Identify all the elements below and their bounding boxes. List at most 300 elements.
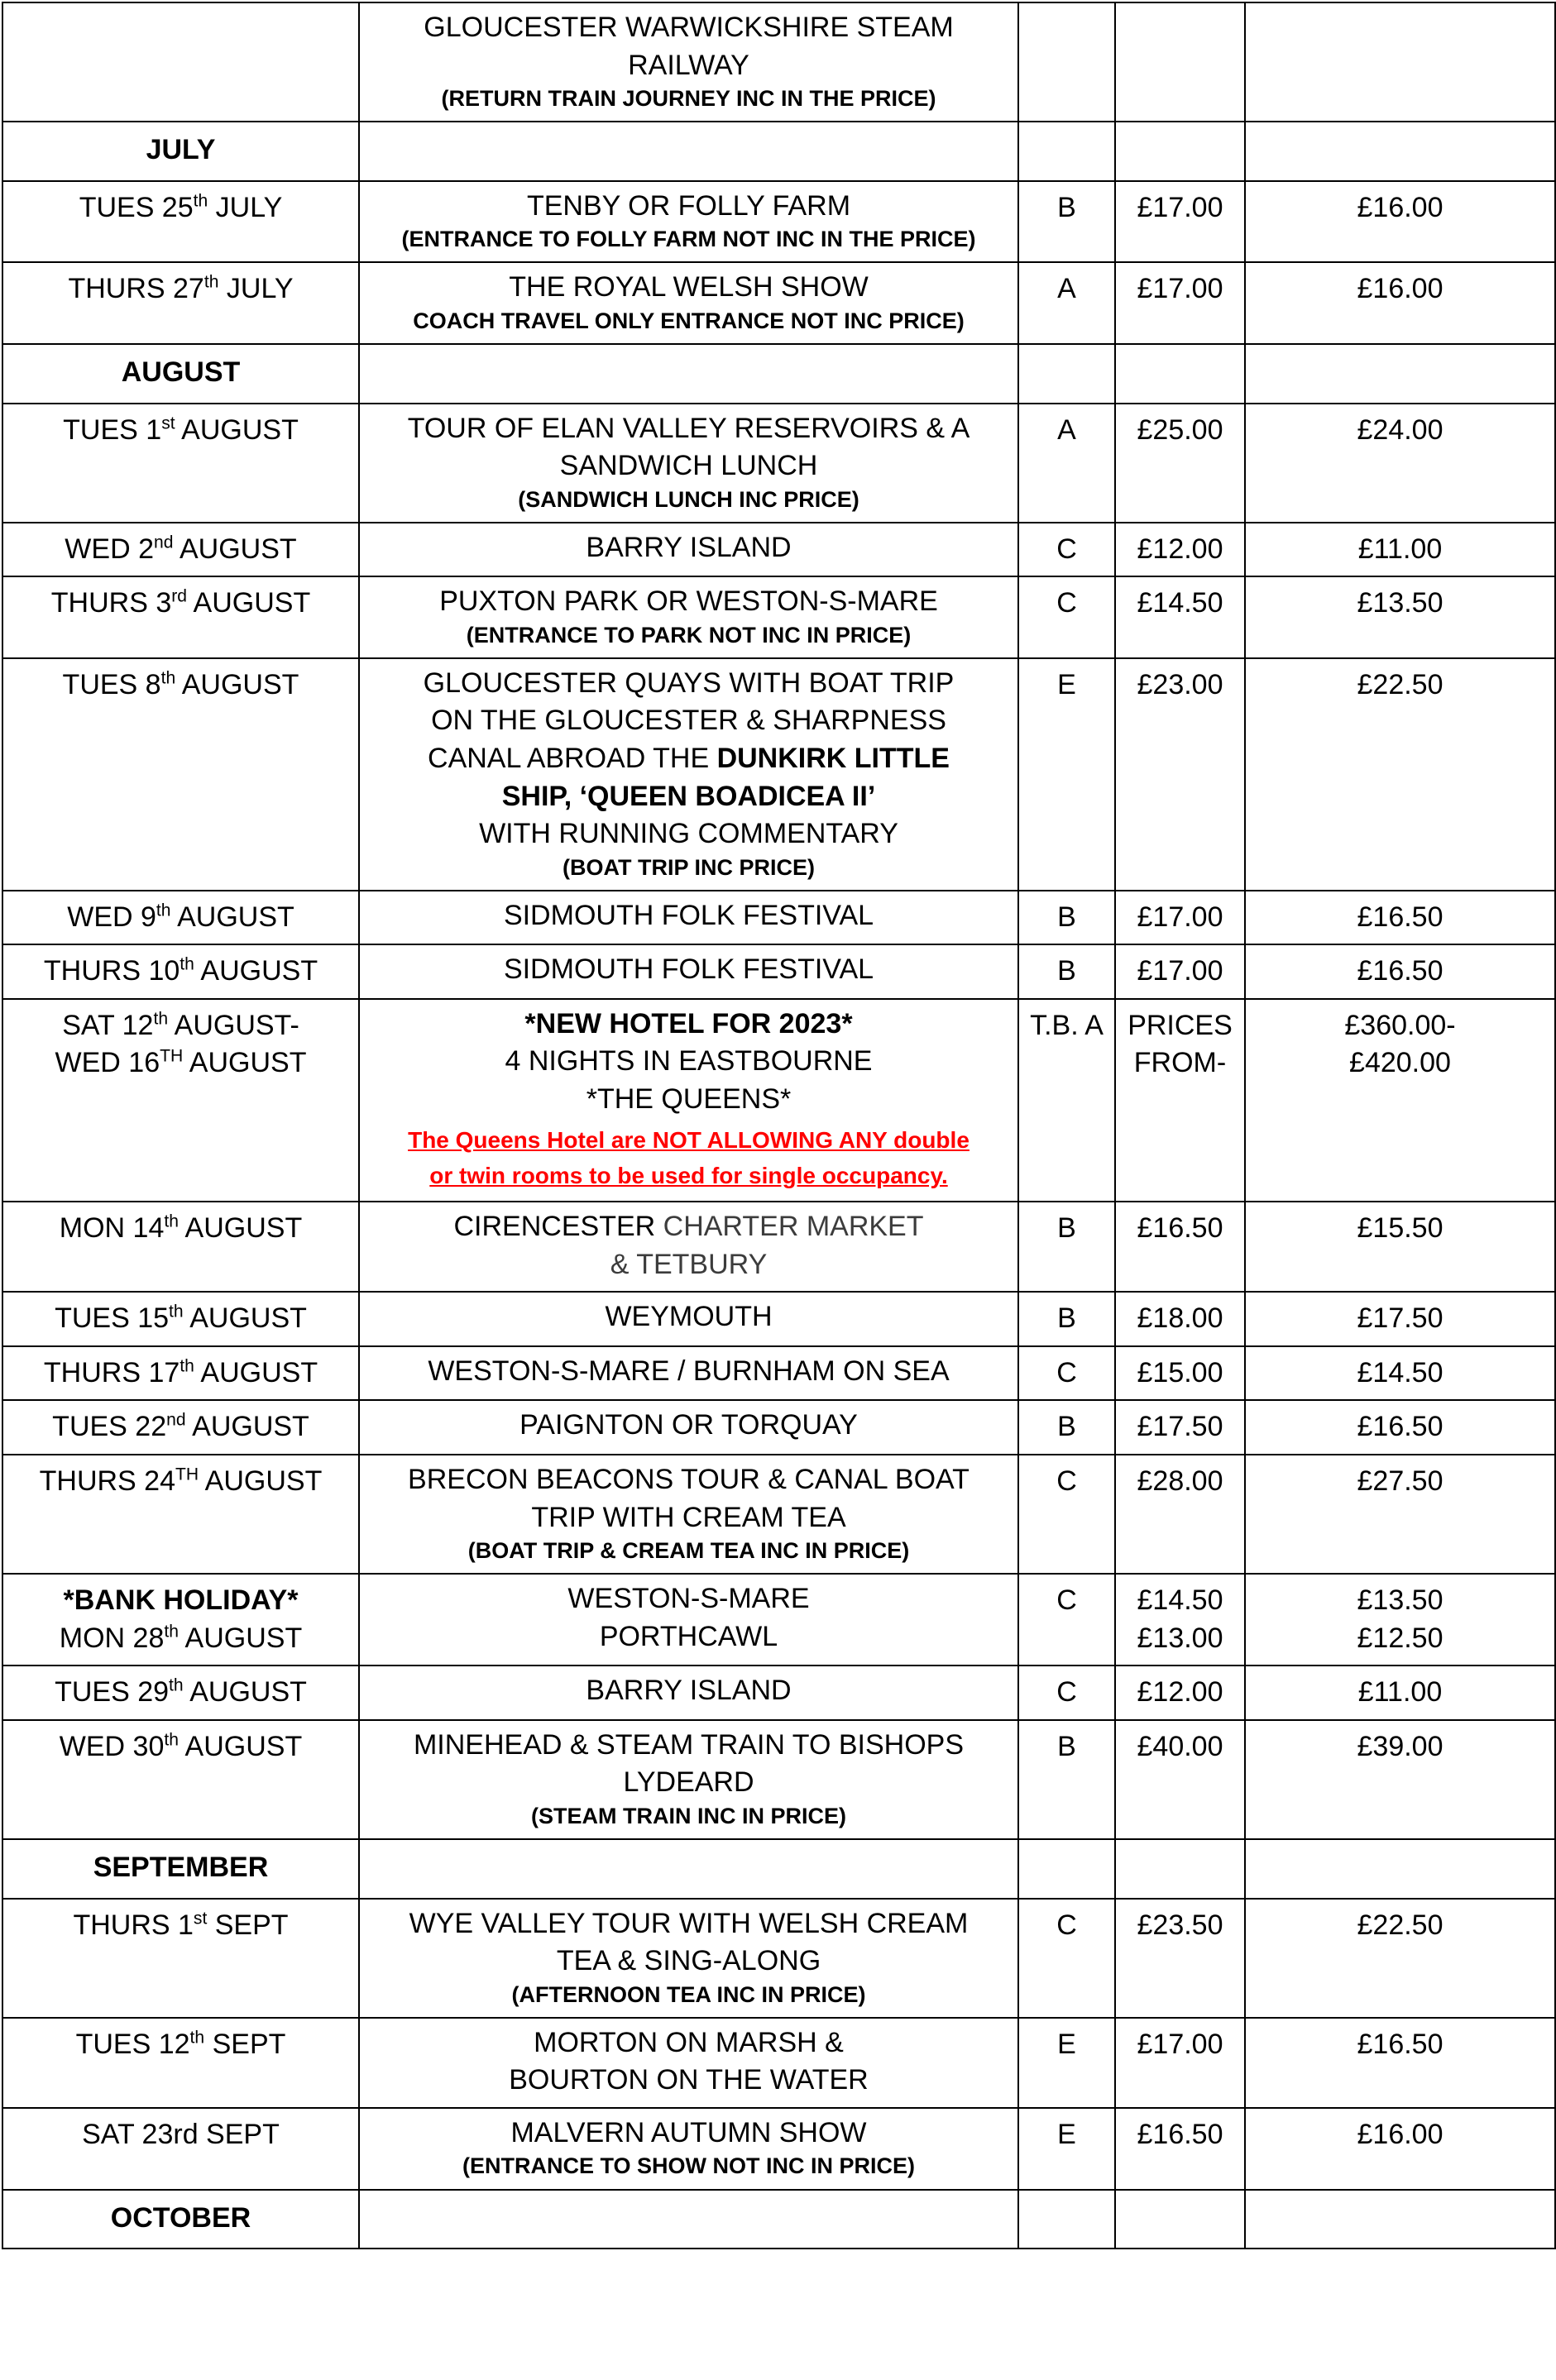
price-value: £13.00 [1137, 1622, 1223, 1654]
description-line: PORTHCAWL [599, 1620, 778, 1652]
date-month: AUGUST [194, 1356, 318, 1388]
price-concession-cell [1245, 2, 1555, 122]
month-label: OCTOBER [110, 2201, 251, 2234]
price-value: £16.50 [1137, 1212, 1223, 1245]
price-concession-cell [1245, 181, 1555, 263]
description-line: TEA & SING-ALONG [556, 1945, 821, 1977]
price-value: £11.00 [1357, 1676, 1443, 1709]
description-line: WEYMOUTH [605, 1301, 773, 1333]
grade-cell [1018, 2, 1115, 122]
price-value: £24.00 [1357, 413, 1443, 446]
description-cell [359, 999, 1018, 1202]
price-value: £16.50 [1137, 2118, 1223, 2150]
description-cell [359, 576, 1018, 658]
date-month: AUGUST [170, 901, 294, 933]
price-adult-cell [1115, 2190, 1245, 2249]
grade-cell [1018, 658, 1115, 891]
date-text: TUES 8 [62, 668, 161, 700]
price-value: £14.50 [1357, 1356, 1443, 1388]
description-cell [359, 1720, 1018, 1839]
date-text: THURS 17 [43, 1356, 180, 1388]
grade-cell [1018, 944, 1115, 999]
table-row [2, 891, 1555, 945]
date-month: AUGUST [178, 1622, 303, 1654]
date-text: WED 2 [65, 533, 154, 565]
date-cell [2, 2108, 359, 2190]
price-value: £12.00 [1137, 533, 1223, 565]
date-cell [2, 181, 359, 263]
date-ordinal: th [180, 1356, 194, 1376]
description-line: 4 NIGHTS IN EASTBOURNE [505, 1045, 873, 1078]
date-cell [2, 523, 359, 577]
date-month: AUGUST [175, 668, 299, 700]
grade-value: A [1057, 413, 1076, 446]
date-month: SEPT [207, 1909, 289, 1941]
grade-value: B [1057, 191, 1076, 223]
price-value: £16.50 [1357, 955, 1443, 987]
description-cell [359, 1574, 1018, 1666]
date-text: THURS 24 [39, 1465, 175, 1498]
price-value: £16.00 [1357, 2118, 1443, 2150]
date-month: AUGUST [194, 955, 318, 987]
date-month: JULY [218, 273, 294, 305]
description-line: MINEHEAD & STEAM TRAIN TO BISHOPS [413, 1728, 965, 1761]
price-list-page [0, 2, 1556, 2380]
price-value: £12.50 [1357, 1622, 1443, 1654]
date-month: AUGUST [173, 533, 297, 565]
grade-value: A [1057, 273, 1076, 305]
grade-value: C [1056, 1356, 1077, 1388]
date-month: JULY [208, 191, 283, 223]
date-month: AUGUST [183, 1302, 307, 1335]
description-line: MORTON ON MARSH & [534, 2026, 844, 2058]
date-ordinal: th [169, 1675, 184, 1695]
price-adult-cell [1115, 891, 1245, 945]
description-line: TOUR OF ELAN VALLEY RESERVOIRS & A [407, 412, 970, 444]
description-cell [359, 891, 1018, 945]
description-line: LYDEARD [623, 1766, 754, 1799]
price-value: £18.00 [1137, 1302, 1223, 1335]
table-row [2, 1346, 1555, 1401]
highlighted-holiday-row [2, 999, 1555, 1202]
price-adult-cell [1115, 404, 1245, 523]
date-month: AUGUST [178, 1730, 303, 1762]
description-line-bold: *NEW HOTEL FOR 2023* [524, 1007, 853, 1039]
date-cell [2, 404, 359, 523]
price-value: £16.50 [1357, 901, 1443, 933]
description-note: (RETURN TRAIN JOURNEY INC IN THE PRICE) [441, 86, 936, 112]
price-value: £22.50 [1357, 668, 1443, 700]
table-row [2, 1455, 1555, 1574]
date-cell [2, 1346, 359, 1401]
grade-cell [1018, 2190, 1115, 2249]
grade-value: B [1057, 1302, 1076, 1335]
description-line: SIDMOUTH FOLK FESTIVAL [503, 953, 874, 986]
price-concession-cell [1245, 999, 1555, 1202]
description-cell [359, 2018, 1018, 2108]
date-ordinal: th [164, 1730, 179, 1750]
price-value: £17.00 [1137, 955, 1223, 987]
description-line: TRIP WITH CREAM TEA [531, 1501, 846, 1533]
description-note: (BOAT TRIP & CREAM TEA INC IN PRICE) [467, 1538, 910, 1564]
grade-cell [1018, 891, 1115, 945]
description-line [365, 1208, 1013, 1246]
description-note: (STEAM TRAIN INC IN PRICE) [531, 1803, 846, 1828]
grade-cell [1018, 1202, 1115, 1292]
price-concession-cell [1245, 1202, 1555, 1292]
price-value: £17.50 [1137, 1411, 1223, 1443]
grade-cell [1018, 122, 1115, 181]
month-header-cell [2, 344, 359, 404]
price-value: PRICES [1128, 1009, 1233, 1041]
grade-value: E [1057, 2028, 1076, 2060]
description-text-strong: CIRENCESTER [453, 1211, 656, 1243]
price-value: £27.50 [1357, 1465, 1443, 1498]
price-value: £14.50 [1137, 1584, 1223, 1617]
table-row [2, 262, 1555, 344]
grade-cell [1018, 999, 1115, 1202]
description-text-grey: CHARTER MARKET [655, 1211, 924, 1243]
price-value: £15.00 [1137, 1356, 1223, 1388]
grade-value: C [1056, 1676, 1077, 1709]
date-cell [2, 1455, 359, 1574]
price-concession-cell [1245, 1346, 1555, 1401]
price-concession-cell [1245, 262, 1555, 344]
price-adult-cell [1115, 1292, 1245, 1346]
price-adult-cell [1115, 181, 1245, 263]
grade-cell [1018, 1455, 1115, 1574]
description-note: (ENTRANCE TO FOLLY FARM NOT INC IN THE PRICE) [401, 227, 976, 252]
price-adult-cell [1115, 1202, 1245, 1292]
date-month: AUGUST [186, 587, 311, 619]
price-concession-cell [1245, 1400, 1555, 1455]
description-cell [359, 1899, 1018, 2018]
grade-cell [1018, 1720, 1115, 1839]
date-cell [2, 262, 359, 344]
grade-value: B [1057, 955, 1076, 987]
description-line: BARRY ISLAND [586, 1675, 792, 1707]
price-concession-cell [1245, 1666, 1555, 1720]
description-line: MALVERN AUTUMN SHOW [510, 2116, 867, 2148]
table-row [2, 1202, 1555, 1292]
price-concession-cell [1245, 576, 1555, 658]
description-line: GLOUCESTER WARWICKSHIRE STEAM [424, 12, 954, 43]
date-ordinal: th [164, 1622, 179, 1642]
grade-cell [1018, 1839, 1115, 1899]
date-line [8, 1044, 353, 1082]
table-row [2, 2108, 1555, 2190]
description-cell [359, 1839, 1018, 1899]
date-cell [2, 944, 359, 999]
grade-cell [1018, 262, 1115, 344]
price-concession-cell [1245, 1839, 1555, 1899]
grade-cell [1018, 1666, 1115, 1720]
description-line: TENBY OR FOLLY FARM [526, 189, 851, 222]
description-cell [359, 262, 1018, 344]
date-month: AUGUST- [168, 1009, 299, 1041]
date-text: TUES 12 [75, 2028, 190, 2060]
description-line: PAIGNTON OR TORQUAY [519, 1409, 858, 1441]
date-month: AUGUST [183, 1047, 307, 1079]
price-concession-cell [1245, 122, 1555, 181]
grade-value: B [1057, 1411, 1076, 1443]
price-adult-cell [1115, 1720, 1245, 1839]
price-value: £23.00 [1137, 668, 1223, 700]
date-cell [2, 576, 359, 658]
date-text: WED 9 [67, 901, 156, 933]
table-row [2, 1899, 1555, 2018]
price-value: £17.00 [1137, 191, 1223, 223]
grade-value: B [1057, 901, 1076, 933]
month-header-cell [2, 122, 359, 181]
month-label: JULY [146, 134, 216, 166]
price-adult-cell [1115, 2, 1245, 122]
description-note: (SANDWICH LUNCH INC PRICE) [518, 486, 859, 512]
price-adult-cell [1115, 2108, 1245, 2190]
price-value: £17.00 [1137, 901, 1223, 933]
price-adult-cell [1115, 1899, 1245, 2018]
price-adult-cell [1115, 944, 1245, 999]
table-row [2, 1400, 1555, 1455]
description-text-plain: CANAL ABROAD THE [428, 743, 717, 775]
month-label: SEPTEMBER [93, 1852, 269, 1884]
table-row [2, 658, 1555, 891]
highlighted-bank-holiday-row [2, 1574, 1555, 1666]
date-text: TUES 15 [55, 1302, 170, 1335]
date-ordinal: th [153, 1009, 169, 1029]
date-text: MON 28 [59, 1622, 165, 1654]
hotel-warning-text: The Queens Hotel are NOT ALLOWING ANY double or twin rooms to be used for single occupancy. [408, 1126, 970, 1188]
table-row [2, 404, 1555, 523]
description-text-bold: DUNKIRK LITTLE [716, 743, 950, 775]
description-note: COACH TRAVEL ONLY ENTRANCE NOT INC PRICE) [413, 308, 965, 333]
description-line: PUXTON PARK OR WESTON-S-MARE [439, 585, 938, 618]
grade-value: C [1056, 533, 1077, 565]
description-note: (BOAT TRIP INC PRICE) [562, 854, 815, 880]
price-adult-cell [1115, 658, 1245, 891]
price-value: FROM- [1133, 1047, 1227, 1079]
price-concession-cell [1245, 523, 1555, 577]
price-adult-cell [1115, 262, 1245, 344]
description-note: (ENTRANCE TO PARK NOT INC IN PRICE) [466, 622, 912, 648]
grade-value: B [1057, 1730, 1076, 1762]
description-note: (AFTERNOON TEA INC IN PRICE) [511, 1981, 866, 2007]
price-value: £17.00 [1137, 273, 1223, 305]
date-ordinal: TH [175, 1465, 199, 1484]
grade-cell [1018, 1292, 1115, 1346]
description-cell [359, 523, 1018, 577]
price-concession-cell [1245, 1455, 1555, 1574]
excursions-table-body [2, 2, 1555, 2249]
date-month: AUGUST [178, 1212, 303, 1245]
price-value: £16.50 [1357, 2028, 1443, 2060]
price-adult-cell [1115, 344, 1245, 404]
grade-cell [1018, 2018, 1115, 2108]
table-row [2, 2, 1555, 122]
price-adult-cell [1115, 1574, 1245, 1666]
description-cell [359, 181, 1018, 263]
date-text: MON 14 [59, 1212, 165, 1245]
date-ordinal: rd [171, 586, 187, 606]
price-value: £16.00 [1357, 273, 1443, 305]
description-line: BOURTON ON THE WATER [509, 2064, 869, 2096]
price-value: £22.50 [1357, 1909, 1443, 1941]
price-concession-cell [1245, 2108, 1555, 2190]
price-value: £13.50 [1357, 1584, 1443, 1617]
date-cell [2, 1720, 359, 1839]
month-header-cell [2, 2190, 359, 2249]
description-line: GLOUCESTER QUAYS WITH BOAT TRIP [423, 667, 955, 699]
description-cell [359, 2190, 1018, 2249]
price-adult-cell [1115, 1839, 1245, 1899]
description-cell [359, 344, 1018, 404]
date-cell [2, 1202, 359, 1292]
date-ordinal: th [193, 191, 208, 211]
price-value: £17.50 [1357, 1302, 1443, 1335]
description-line: WYE VALLEY TOUR WITH WELSH CREAM [409, 1907, 969, 1939]
table-row [2, 181, 1555, 263]
table-row [2, 576, 1555, 658]
grade-cell [1018, 181, 1115, 263]
date-ordinal: th [189, 2028, 205, 2048]
date-month: SEPT [204, 2028, 286, 2060]
date-month: AUGUST [199, 1465, 323, 1498]
table-row [2, 1666, 1555, 1720]
date-cell [2, 1899, 359, 2018]
date-month: AUGUST [185, 1411, 309, 1443]
date-cell [2, 999, 359, 1202]
price-adult-cell [1115, 1455, 1245, 1574]
description-cell [359, 122, 1018, 181]
grade-value: E [1057, 668, 1076, 700]
price-concession-cell [1245, 944, 1555, 999]
date-month: AUGUST [183, 1676, 307, 1709]
date-ordinal: th [180, 954, 194, 974]
date-ordinal: th [156, 901, 171, 920]
price-adult-cell [1115, 122, 1245, 181]
date-ordinal: th [169, 1302, 184, 1322]
price-value: £40.00 [1137, 1730, 1223, 1762]
price-value: £16.50 [1357, 1411, 1443, 1443]
price-value: £15.50 [1357, 1212, 1443, 1245]
date-cell [2, 891, 359, 945]
date-text: TUES 29 [55, 1676, 170, 1709]
price-adult-cell [1115, 1666, 1245, 1720]
grade-value: C [1056, 1584, 1077, 1617]
date-ordinal: TH [160, 1047, 184, 1067]
price-value: £360.00- [1344, 1009, 1456, 1041]
date-text: TUES 25 [79, 191, 194, 223]
date-ordinal: nd [153, 533, 174, 552]
price-value: £16.00 [1357, 191, 1443, 223]
grade-cell [1018, 1400, 1115, 1455]
price-value: £11.00 [1357, 533, 1443, 565]
description-cell [359, 944, 1018, 999]
date-ordinal: st [193, 1909, 208, 1928]
price-adult-cell [1115, 523, 1245, 577]
date-text: SAT 12 [62, 1009, 154, 1041]
description-line: SANDWICH LUNCH [559, 450, 818, 482]
date-ordinal: nd [166, 1411, 186, 1431]
description-cell [359, 2, 1018, 122]
price-concession-cell [1245, 1720, 1555, 1839]
table-row [2, 1292, 1555, 1346]
date-ordinal: th [160, 668, 176, 688]
price-concession-cell [1245, 344, 1555, 404]
price-value: £14.50 [1137, 587, 1223, 619]
date-text: THURS 1 [73, 1909, 194, 1941]
month-header-row [2, 344, 1555, 404]
grade-value: C [1056, 587, 1077, 619]
price-value: £420.00 [1349, 1047, 1451, 1079]
date-cell [2, 2, 359, 122]
grade-cell [1018, 576, 1115, 658]
price-concession-cell [1245, 404, 1555, 523]
description-note: (ENTRANCE TO SHOW NOT INC IN PRICE) [462, 2153, 915, 2179]
price-value: £23.50 [1137, 1909, 1223, 1941]
description-cell [359, 1666, 1018, 1720]
price-concession-cell [1245, 658, 1555, 891]
table-row [2, 1720, 1555, 1839]
description-cell [359, 658, 1018, 891]
month-header-row [2, 1839, 1555, 1899]
date-line [8, 1007, 353, 1045]
table-row [2, 2018, 1555, 2108]
price-concession-cell [1245, 2018, 1555, 2108]
description-line-bold: SHIP, ‘QUEEN BOADICEA II’ [501, 780, 876, 812]
description-line: BARRY ISLAND [586, 531, 792, 563]
grade-value: T.B. A [1030, 1009, 1104, 1041]
date-month: AUGUST [175, 413, 299, 446]
price-adult-cell [1115, 1400, 1245, 1455]
price-adult-cell [1115, 1346, 1245, 1401]
date-cell [2, 1292, 359, 1346]
grade-cell [1018, 404, 1115, 523]
grade-cell [1018, 1346, 1115, 1401]
description-cell [359, 404, 1018, 523]
grade-value: C [1056, 1465, 1077, 1498]
grade-value: B [1057, 1212, 1076, 1245]
date-text: THURS 27 [68, 273, 204, 305]
price-value: £28.00 [1137, 1465, 1223, 1498]
description-line: SIDMOUTH FOLK FESTIVAL [503, 899, 874, 931]
excursions-table [2, 2, 1556, 2249]
grade-cell [1018, 2108, 1115, 2190]
description-line: ON THE GLOUCESTER & SHARPNESS [431, 705, 946, 737]
date-text: TUES 1 [63, 413, 162, 446]
date-ordinal: st [161, 413, 175, 433]
price-concession-cell [1245, 2190, 1555, 2249]
price-adult-cell [1115, 999, 1245, 1202]
table-row [2, 944, 1555, 999]
description-line: WESTON-S-MARE / BURNHAM ON SEA [428, 1355, 950, 1387]
price-concession-cell [1245, 891, 1555, 945]
price-value: £39.00 [1357, 1730, 1443, 1762]
date-text: THURS 10 [43, 955, 180, 987]
date-text: WED 16 [55, 1047, 160, 1079]
price-concession-cell [1245, 1292, 1555, 1346]
date-ordinal: th [164, 1212, 179, 1231]
description-line: WESTON-S-MARE [567, 1583, 810, 1615]
date-cell [2, 1666, 359, 1720]
grade-cell [1018, 1899, 1115, 2018]
grade-value: C [1056, 1909, 1077, 1941]
price-adult-cell [1115, 576, 1245, 658]
date-text: THURS 3 [50, 587, 172, 619]
description-line: THE ROYAL WELSH SHOW [509, 271, 869, 303]
price-value: £13.50 [1357, 587, 1443, 619]
price-adult-cell [1115, 2018, 1245, 2108]
